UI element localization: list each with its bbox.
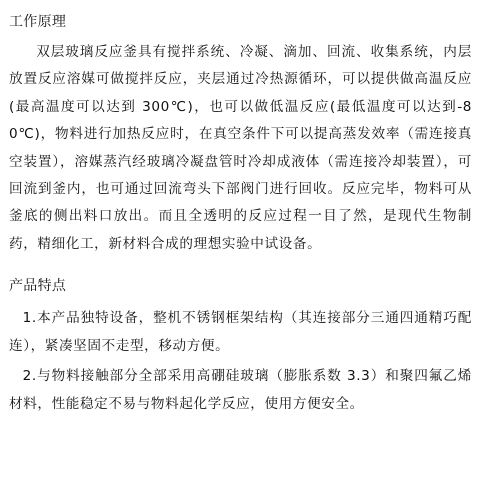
working-principle-paragraph: 双层玻璃反应釜具有搅拌系统、冷凝、滴加、回流、收集系统，内层放置反应溶媒可做搅拌反应，夹层通过冷热源循环，可以提供做高温反应(最高温度可以达到 300℃)，也可以做低温反应(最低温度可以达到-80℃)，物料进行加热反应时，在真空条件下可以提高蒸发效率（需连接真空装置），溶媒蒸汽经玻璃冷凝盘管时冷却成液体（需连接冷却装置），可回流到釜内，也可通过回流弯头下部阀门进行回收。反应完毕，物料可从釜底的侧出料口放出。而且全透明的反应过程一目了然，是现代生物制药，精细化工，新材料合成的理想实验中试设备。 — [9, 44, 472, 252]
section-heading-product-features: 产品特点 — [9, 278, 67, 295]
feature-item-2: 2.与物料接触部分全部采用高硼硅玻璃（膨胀系数 3.3）和聚四氟乙烯材料，性能稳定不易与物料起化学反应，使用方便安全。 — [9, 368, 472, 413]
section-heading-working-principle: 工作原理 — [9, 14, 67, 30]
feature-item-1: 1.本产品独特设备，整机不锈钢框架结构（其连接部分三通四通精巧配连），紧凑坚固不走型，移动方便。 — [9, 310, 472, 355]
